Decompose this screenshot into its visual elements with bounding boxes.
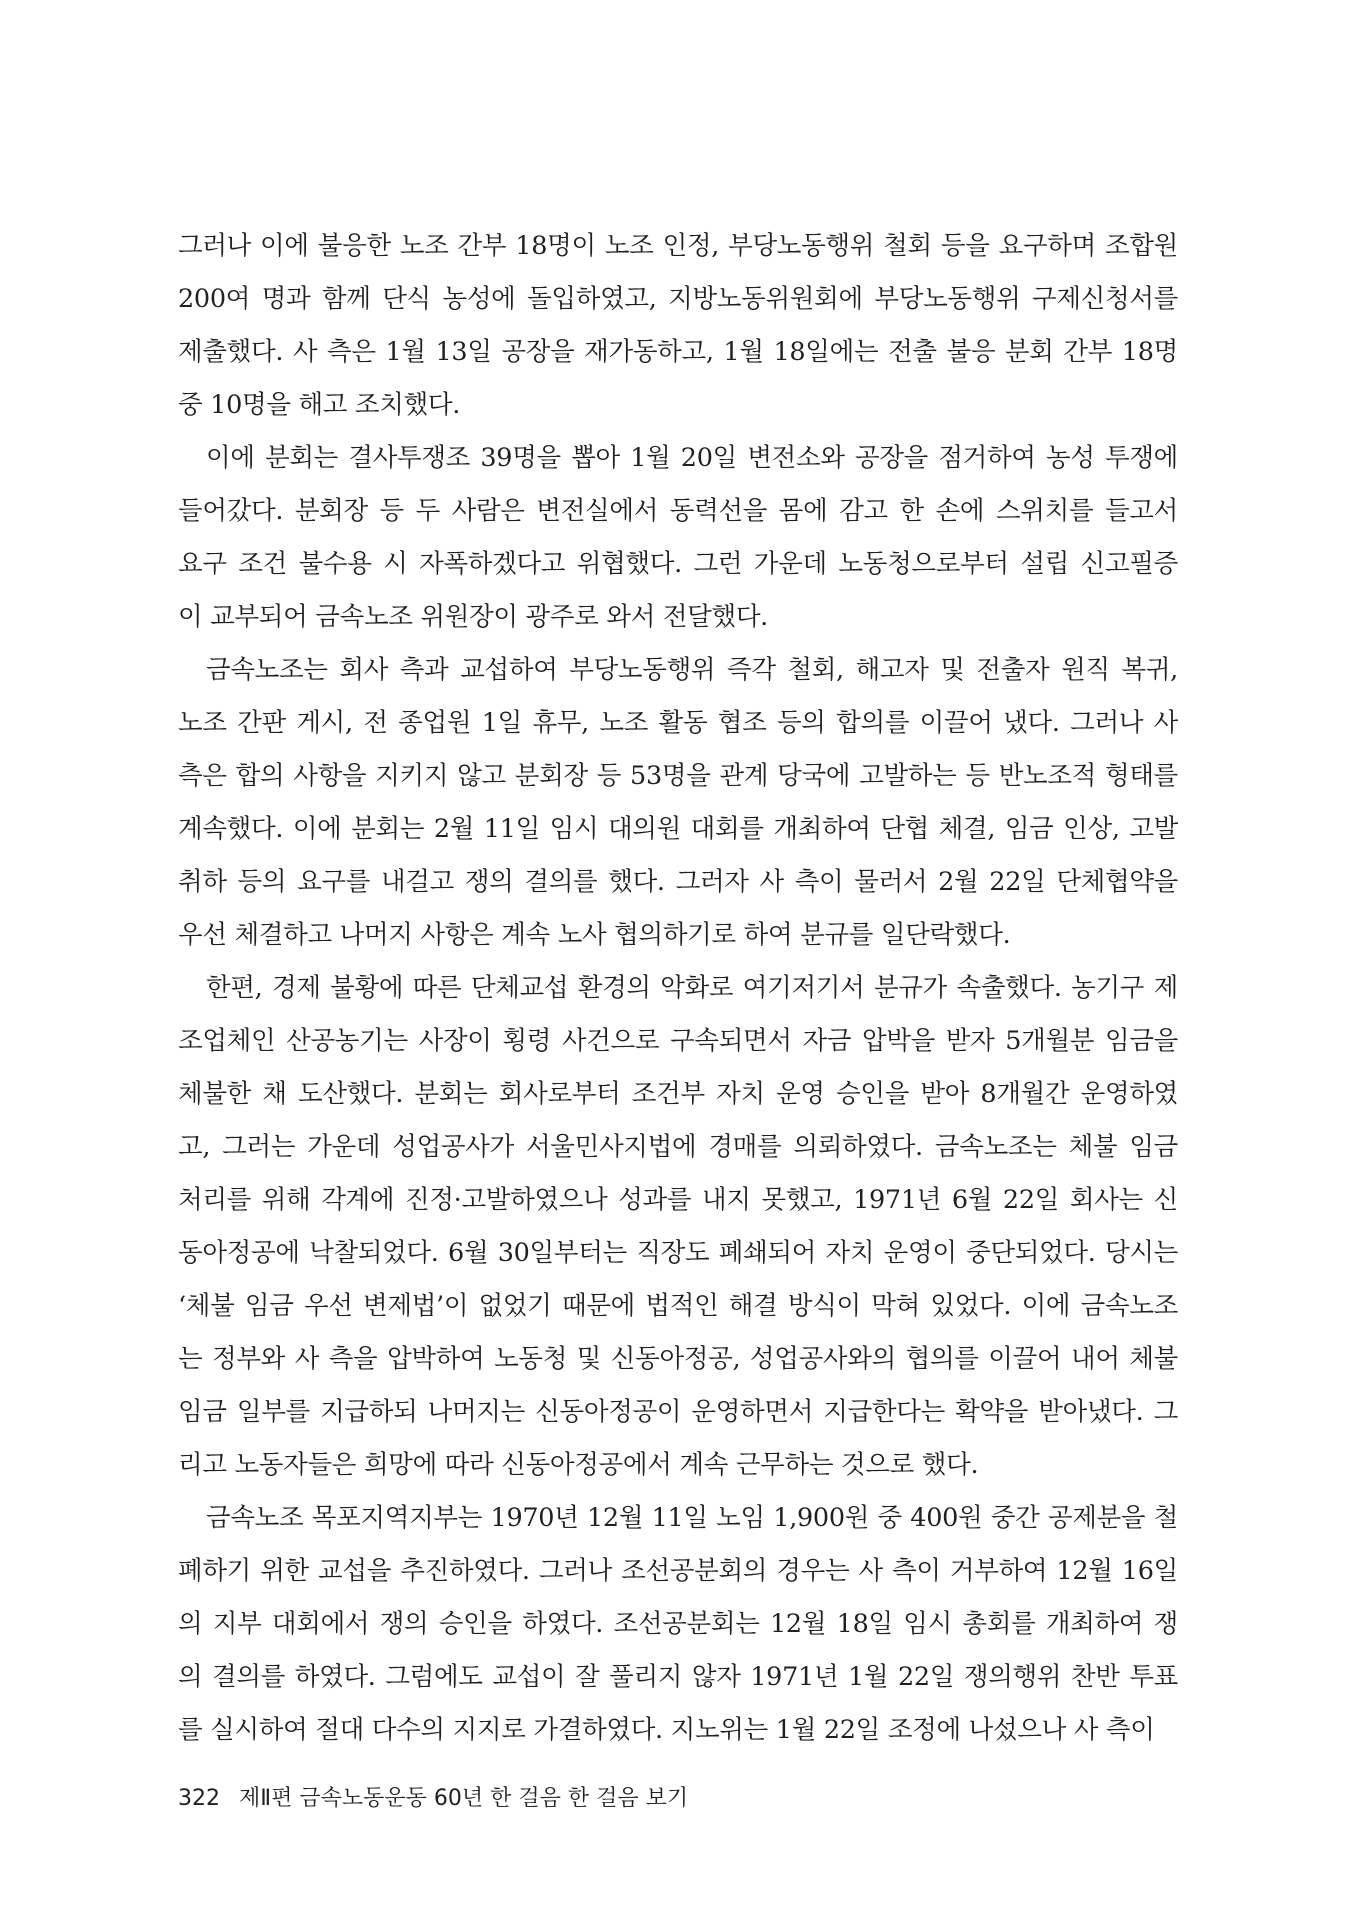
paragraph-line: 200여 명과 함께 단식 농성에 돌입하였고, 지방노동위원회에 부당노동행위 구제신청서를 bbox=[178, 284, 1178, 314]
paragraph-line: 노조 간판 게시, 전 종업원 1일 휴무, 노조 활동 협조 등의 합의를 이끌어 냈다. 그러나 사 bbox=[178, 708, 1178, 738]
paragraph-line: 의 결의를 하였다. 그럼에도 교섭이 잘 풀리지 않자 1971년 1월 22일 쟁의행위 찬반 투표 bbox=[178, 1662, 1178, 1692]
paragraph-line: 중 10명을 해고 조치했다. bbox=[178, 390, 461, 420]
page-number: 322 bbox=[178, 1786, 220, 1811]
paragraph-line: 폐하기 위한 교섭을 추진하였다. 그러나 조선공분회의 경우는 사 측이 거부하여 12월 16일 bbox=[178, 1556, 1178, 1586]
footer-section: 제Ⅱ편 bbox=[239, 1786, 293, 1811]
paragraph-line: 제출했다. 사 측은 1월 13일 공장을 재가동하고, 1월 18일에는 전출 불응 분회 간부 18명 bbox=[178, 337, 1178, 367]
paragraph-line: 처리를 위해 각계에 진정·고발하였으나 성과를 내지 못했고, 1971년 6월 22일 회사는 신 bbox=[178, 1185, 1178, 1215]
paragraph-line: 임금 일부를 지급하되 나머지는 신동아정공이 운영하면서 지급한다는 확약을 받아냈다. 그 bbox=[178, 1397, 1178, 1427]
paragraph-line: ‘체불 임금 우선 변제법’이 없었기 때문에 법적인 해결 방식이 막혀 있었다. 이에 금속노조 bbox=[178, 1291, 1178, 1321]
paragraph-line: 고, 그러는 가운데 성업공사가 서울민사지법에 경매를 의뢰하였다. 금속노조는 체불 임금 bbox=[178, 1132, 1178, 1162]
paragraph-line: 체불한 채 도산했다. 분회는 회사로부터 조건부 자치 운영 승인을 받아 8개월간 운영하였 bbox=[178, 1079, 1178, 1109]
paragraph-line: 조업체인 산공농기는 사장이 횡령 사건으로 구속되면서 자금 압박을 받자 5개월분 임금을 bbox=[178, 1026, 1178, 1056]
paragraph-line: 우선 체결하고 나머지 사항은 계속 노사 협의하기로 하여 분규를 일단락했다. bbox=[178, 920, 1011, 950]
paragraph-line: 그러나 이에 불응한 노조 간부 18명이 노조 인정, 부당노동행위 철회 등을 요구하며 조합원 bbox=[178, 231, 1178, 261]
paragraph-line: 취하 등의 요구를 내걸고 쟁의 결의를 했다. 그러자 사 측이 물러서 2월 22일 단체협약을 bbox=[178, 867, 1178, 897]
paragraph-line: 금속노조 목포지역지부는 1970년 12월 11일 노임 1,900원 중 400원 중간 공제분을 철 bbox=[206, 1503, 1178, 1533]
paragraph-line: 는 정부와 사 측을 압박하여 노동청 및 신동아정공, 성업공사와의 협의를 이끌어 내어 체불 bbox=[178, 1344, 1178, 1374]
body-text bbox=[178, 220, 1178, 1757]
paragraph-line: 의 지부 대회에서 쟁의 승인을 하였다. 조선공분회는 12월 18일 임시 총회를 개최하여 쟁 bbox=[178, 1609, 1178, 1639]
paragraph-line: 이에 분회는 결사투쟁조 39명을 뽑아 1월 20일 변전소와 공장을 점거하여 농성 투쟁에 bbox=[206, 443, 1178, 473]
paragraph bbox=[178, 644, 1178, 962]
footer-book-title: 금속노동운동 60년 한 걸음 한 걸음 보기 bbox=[299, 1786, 689, 1811]
paragraph-line: 들어갔다. 분회장 등 두 사람은 변전실에서 동력선을 몸에 감고 한 손에 스위치를 들고서 bbox=[178, 496, 1178, 526]
paragraph bbox=[178, 220, 1178, 432]
paragraph bbox=[178, 432, 1178, 644]
paragraph-line: 를 실시하여 절대 다수의 지지로 가결하였다. 지노위는 1월 22일 조정에 나섰으나 사 측이 bbox=[178, 1715, 1155, 1745]
paragraph-line: 요구 조건 불수용 시 자폭하겠다고 위협했다. 그런 가운데 노동청으로부터 설립 신고필증 bbox=[178, 549, 1178, 579]
paragraph-line: 금속노조는 회사 측과 교섭하여 부당노동행위 즉각 철회, 해고자 및 전출자 원직 복귀, bbox=[206, 655, 1178, 685]
paragraph-line: 측은 합의 사항을 지키지 않고 분회장 등 53명을 관계 당국에 고발하는 등 반노조적 형태를 bbox=[178, 761, 1178, 791]
paragraph-line: 리고 노동자들은 희망에 따라 신동아정공에서 계속 근무하는 것으로 했다. bbox=[178, 1450, 979, 1480]
paragraph-line: 한편, 경제 불황에 따른 단체교섭 환경의 악화로 여기저기서 분규가 속출했다. 농기구 제 bbox=[206, 973, 1178, 1003]
paragraph-line: 이 교부되어 금속노조 위원장이 광주로 와서 전달했다. bbox=[178, 602, 768, 632]
paragraph-line: 동아정공에 낙찰되었다. 6월 30일부터는 직장도 폐쇄되어 자치 운영이 중단되었다. 당시는 bbox=[178, 1238, 1178, 1268]
paragraph bbox=[178, 1492, 1178, 1757]
paragraph-line: 계속했다. 이에 분회는 2월 11일 임시 대의원 대회를 개최하여 단협 체결, 임금 인상, 고발 bbox=[178, 814, 1178, 844]
page-footer bbox=[178, 1782, 688, 1816]
paragraph bbox=[178, 962, 1178, 1492]
